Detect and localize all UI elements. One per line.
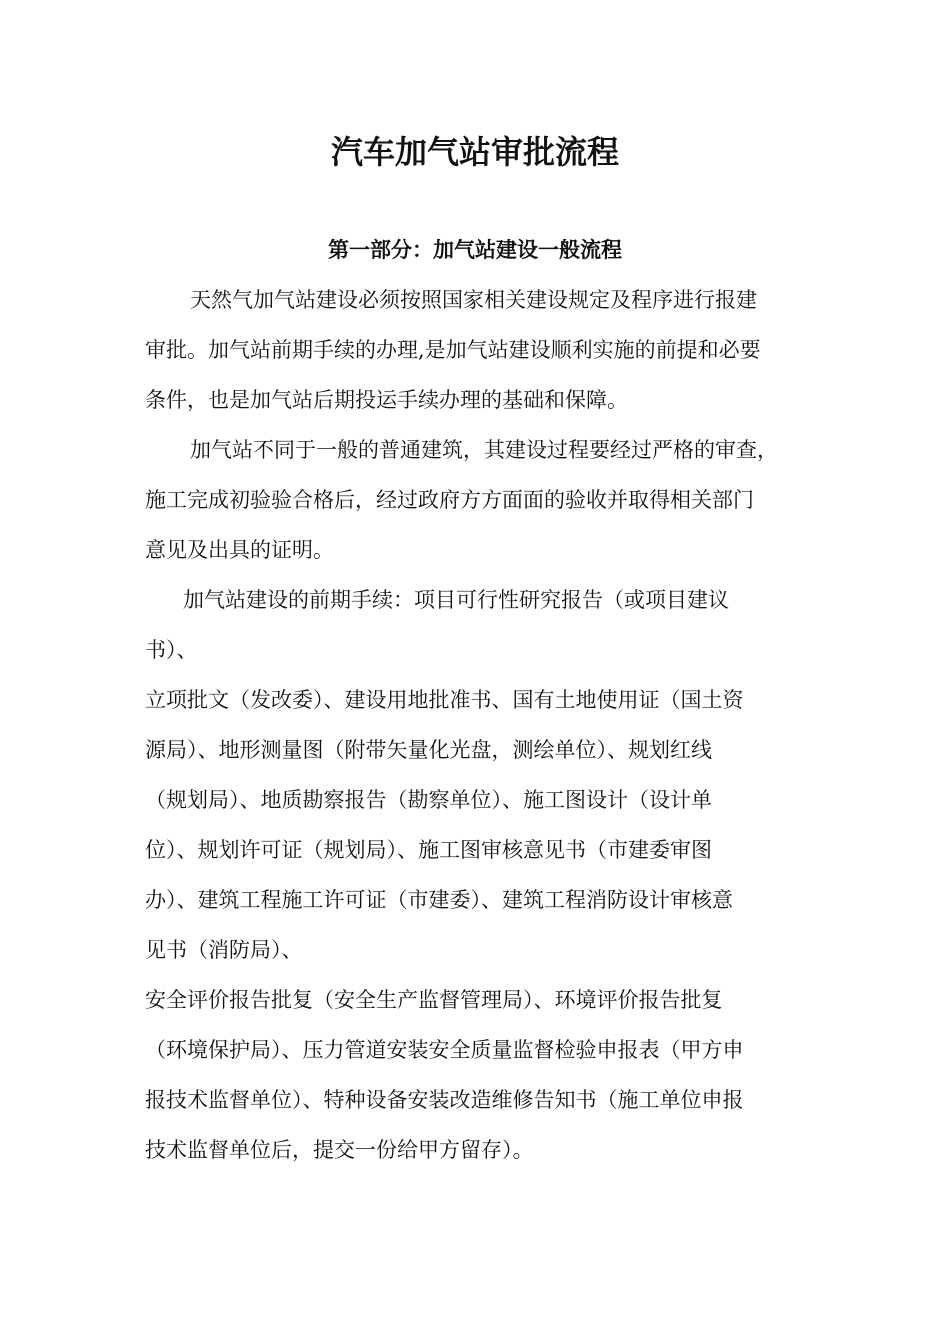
- paragraph-line: 条件，也是加气站后期投运手续办理的基础和保障。: [145, 388, 628, 412]
- paragraph-line: 施工完成初验验合格后，经过政府方方面面的验收并取得相关部门: [145, 488, 754, 512]
- paragraph-line: 意见及出具的证明。: [145, 538, 334, 562]
- paragraph-line: 位）、规划许可证（规划局）、施工图审核意见书（市建委审图: [145, 838, 712, 862]
- paragraph-line: 安全评价报告批复（安全生产监督管理局）、环境评价报告批复: [145, 988, 723, 1012]
- paragraph-line: 技术监督单位后，提交一份给甲方留存）。: [145, 1138, 534, 1162]
- paragraph-line: 天然气加气站建设必须按照国家相关建设规定及程序进行报建: [190, 288, 757, 312]
- paragraph-line: 见书（消防局）、: [145, 938, 303, 962]
- paragraph-line: 加气站不同于一般的普通建筑，其建设过程要经过严格的审查，: [190, 438, 778, 462]
- paragraph-line: 书）、: [145, 638, 198, 662]
- paragraph-line: 立项批文（发改委）、建设用地批准书、国有土地使用证（国土资: [145, 688, 744, 712]
- paragraph-line: 加气站建设的前期手续：项目可行性研究报告（或项目建议: [183, 588, 729, 612]
- page-title: 汽车加气站审批流程: [330, 133, 619, 171]
- paragraph-line: （规划局）、地质勘察报告（勘察单位）、施工图设计（设计单: [145, 788, 712, 812]
- paragraph-line: 源局）、地形测量图（附带矢量化光盘，测绘单位）、规划红线: [145, 738, 712, 762]
- paragraph-line: 报技术监督单位）、特种设备安装改造维修告知书（施工单位申报: [145, 1088, 744, 1112]
- section-title: 第一部分：加气站建设一般流程: [328, 237, 622, 262]
- paragraph-line: 办）、建筑工程施工许可证（市建委）、建筑工程消防设计审核意: [145, 888, 733, 912]
- paragraph-line: （环境保护局）、压力管道安装安全质量监督检验申报表（甲方申: [145, 1038, 744, 1062]
- paragraph-line: 审批。加气站前期手续的办理,是加气站建设顺利实施的前提和必要: [145, 338, 761, 362]
